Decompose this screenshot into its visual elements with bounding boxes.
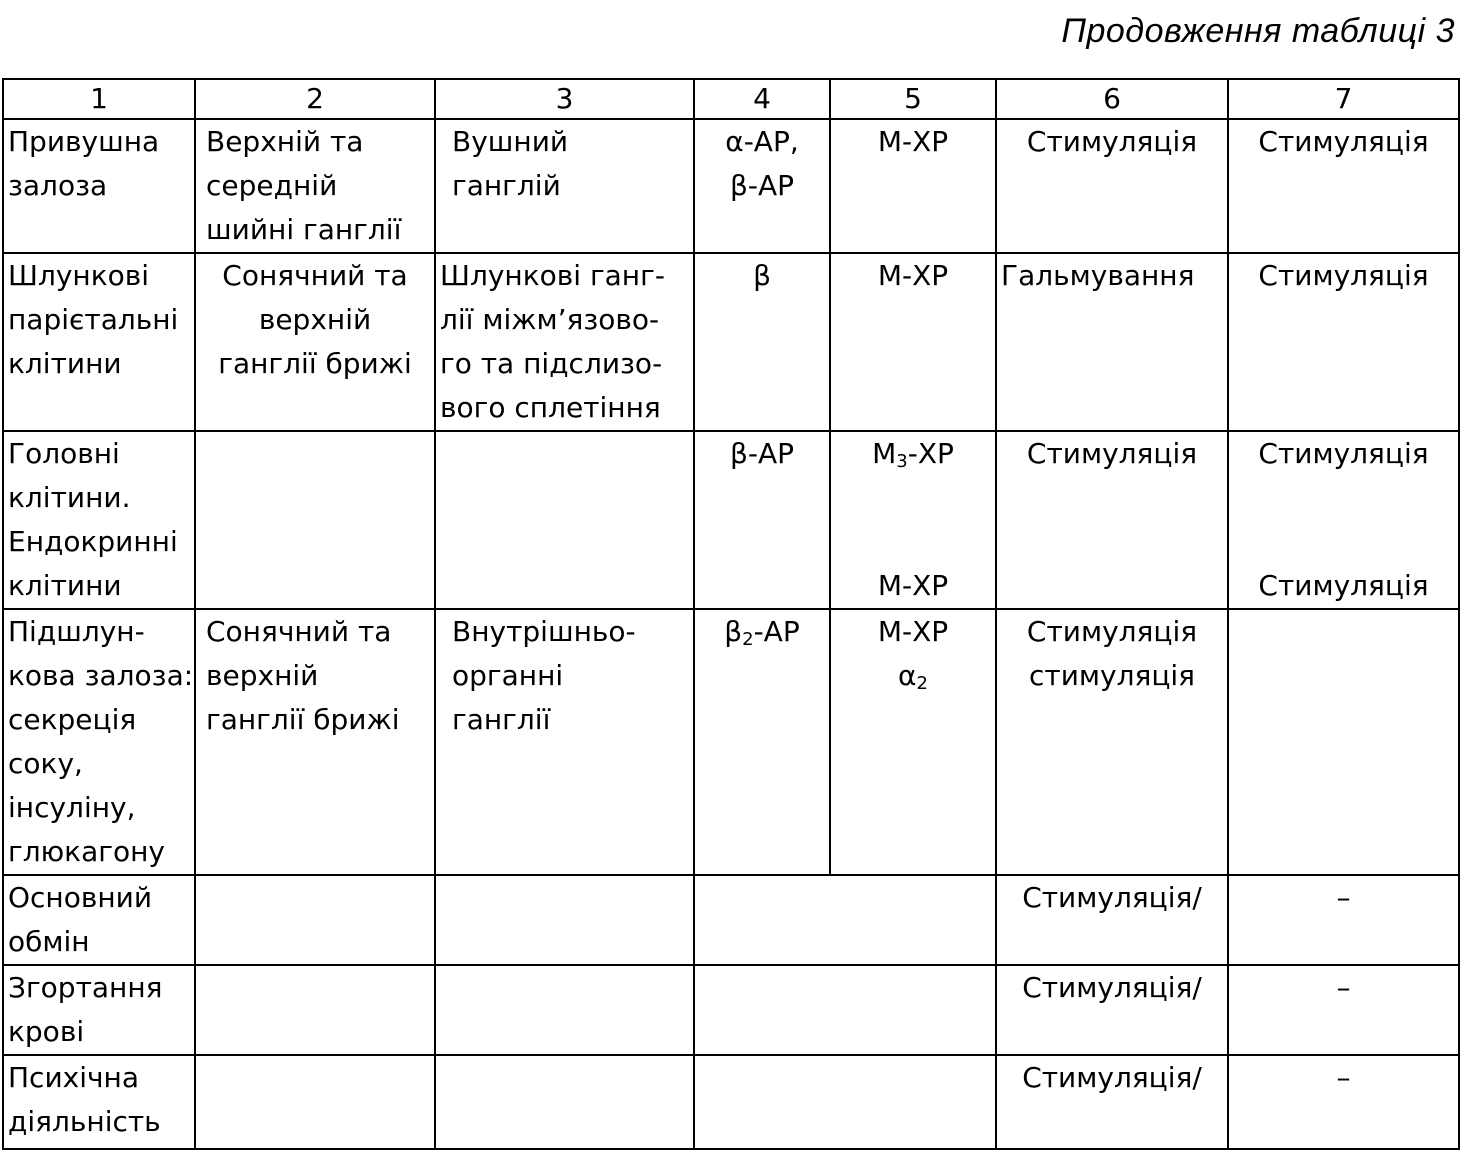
organ-cell: Шлункові парієтальні клітини xyxy=(3,253,195,431)
parasympathetic-ganglia-cell xyxy=(435,431,694,609)
sympathetic-effect-cell: Стимуляція xyxy=(996,119,1228,253)
parasympathetic-ganglia-cell xyxy=(435,965,694,1055)
sympathetic-effect-cell: Гальмування xyxy=(996,253,1228,431)
adrenoreceptor-cell: $\beta_2-АР$ xyxy=(694,609,830,875)
organ-cell: Основний обмін xyxy=(3,875,195,965)
sympathetic-ganglia-cell xyxy=(195,1055,435,1149)
adrenoreceptor-cell: β xyxy=(694,253,830,431)
header-cell: 3 xyxy=(435,79,694,119)
sympathetic-ganglia-cell xyxy=(195,431,435,609)
parasympathetic-effect-cell: Стимуляція xyxy=(1228,253,1459,431)
sympathetic-effect-cell: Стимуляція/ xyxy=(996,1055,1228,1149)
table-row xyxy=(3,875,1459,965)
parasympathetic-ganglia-cell: Шлункові ганг- лії міжм’язово- го та підслизо- вого сплетіння xyxy=(435,253,694,431)
cholinoreceptor-cell: $М_3-ХР$ М-ХР xyxy=(830,431,996,609)
cholinoreceptor-cell: М-ХР xyxy=(830,119,996,253)
header-cell: 1 xyxy=(3,79,195,119)
header-cell: 6 xyxy=(996,79,1228,119)
organ-cell: Привушна залоза xyxy=(3,119,195,253)
parasympathetic-effect-cell: Стимуляція xyxy=(1228,119,1459,253)
sympathetic-ganglia-cell xyxy=(195,875,435,965)
table-row xyxy=(3,965,1459,1055)
header-cell: 5 xyxy=(830,79,996,119)
table-caption: Продовження таблиці 3 xyxy=(1061,12,1455,50)
sympathetic-ganglia-cell: Верхній та середній шийні ганглії xyxy=(195,119,435,253)
cholinoreceptor-cell: М-ХР xyxy=(830,253,996,431)
table-row xyxy=(3,431,1459,609)
sympathetic-ganglia-cell: Сонячний та верхній ганглії брижі xyxy=(195,609,435,875)
parasympathetic-ganglia-cell xyxy=(435,875,694,965)
adrenoreceptor-cell: α-АР, β-АР xyxy=(694,119,830,253)
parasympathetic-ganglia-cell xyxy=(435,1055,694,1149)
table-header-row xyxy=(3,79,1459,119)
receptor-cell xyxy=(694,1055,996,1149)
parasympathetic-effect-cell: – xyxy=(1228,965,1459,1055)
cholinoreceptor-cell: М-ХР $\alpha_2$ xyxy=(830,609,996,875)
parasympathetic-effect-cell: – xyxy=(1228,875,1459,965)
table-row xyxy=(3,609,1459,875)
sympathetic-ganglia-cell xyxy=(195,965,435,1055)
parasympathetic-effect-cell xyxy=(1228,609,1459,875)
receptor-cell xyxy=(694,875,996,965)
parasympathetic-effect-cell: Стимуляція Стимуляція xyxy=(1228,431,1459,609)
sympathetic-effect-cell: Стимуляція xyxy=(996,431,1228,609)
sympathetic-effect-cell: Стимуляція стимуляція xyxy=(996,609,1228,875)
adrenoreceptor-cell: β-АР xyxy=(694,431,830,609)
organ-cell: Психічна діяльність xyxy=(3,1055,195,1149)
organ-cell: Головні клітини. Ендокринні клітини xyxy=(3,431,195,609)
sympathetic-ganglia-cell: Сонячний та верхній ганглії брижі xyxy=(195,253,435,431)
receptor-cell xyxy=(694,965,996,1055)
parasympathetic-ganglia-cell: Внутрішньо- органні ганглії xyxy=(435,609,694,875)
table-row xyxy=(3,253,1459,431)
sympathetic-effect-cell: Стимуляція/ xyxy=(996,875,1228,965)
header-cell: 7 xyxy=(1228,79,1459,119)
header-cell: 4 xyxy=(694,79,830,119)
header-cell: 2 xyxy=(195,79,435,119)
parasympathetic-effect-cell: – xyxy=(1228,1055,1459,1149)
parasympathetic-ganglia-cell: Вушний ганглій xyxy=(435,119,694,253)
sympathetic-effect-cell: Стимуляція/ xyxy=(996,965,1228,1055)
table-row xyxy=(3,119,1459,253)
table-row xyxy=(3,1055,1459,1149)
organ-cell: Згортання крові xyxy=(3,965,195,1055)
data-table xyxy=(2,78,1460,1150)
organ-cell: Підшлун- кова залоза: секреція соку, інсуліну, глюкагону xyxy=(3,609,195,875)
